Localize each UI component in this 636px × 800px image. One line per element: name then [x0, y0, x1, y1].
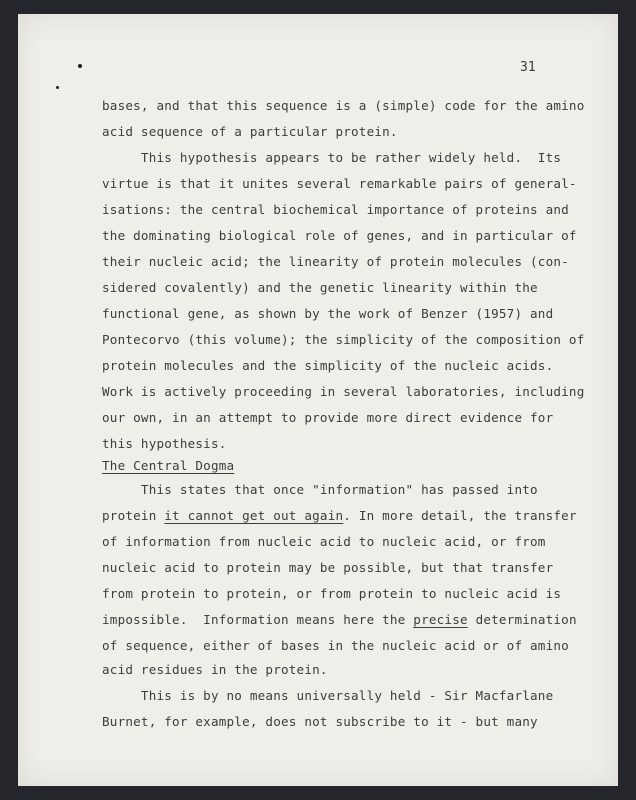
text-line: This states that once "information" has passed into	[102, 482, 538, 497]
page-number: 31	[520, 60, 536, 75]
text-fragment: protein	[102, 508, 165, 523]
section-heading: The Central Dogma	[102, 458, 235, 473]
text-line: this hypothesis.	[102, 436, 227, 451]
text-fragment: impossible. Information means here the	[102, 612, 414, 627]
text-line: from protein to protein, or from protein to nucleic acid is	[102, 586, 562, 601]
underlined-phrase: it cannot get out again	[164, 508, 344, 523]
text-line: Pontecorvo (this volume); the simplicity of the composition of	[102, 332, 585, 347]
text-line: virtue is that it unites several remarkable pairs of general-	[102, 176, 577, 191]
ink-dot	[78, 64, 82, 68]
text-line	[102, 508, 577, 523]
text-fragment: . In more detail, the transfer	[343, 508, 577, 523]
text-line: This is by no means universally held - Sir Macfarlane	[102, 688, 554, 703]
text-line: isations: the central biochemical importance of proteins and	[102, 202, 569, 217]
text-line: acid residues in the protein.	[102, 662, 328, 677]
text-line: protein molecules and the simplicity of the nucleic acids.	[102, 358, 554, 373]
text-line: our own, in an attempt to provide more direct evidence for	[102, 410, 554, 425]
text-line: sidered covalently) and the genetic linearity within the	[102, 280, 538, 295]
text-line: nucleic acid to protein may be possible, but that transfer	[102, 560, 554, 575]
text-fragment: determination	[467, 612, 577, 627]
text-line: of information from nucleic acid to nucleic acid, or from	[102, 534, 546, 549]
typed-page	[18, 14, 618, 786]
text-line	[102, 612, 577, 627]
text-line: bases, and that this sequence is a (simple) code for the amino	[102, 98, 585, 113]
ink-dot	[56, 86, 59, 89]
text-line: This hypothesis appears to be rather widely held. Its	[102, 150, 562, 165]
text-line: functional gene, as shown by the work of Benzer (1957) and	[102, 306, 554, 321]
text-line: the dominating biological role of genes, and in particular of	[102, 228, 577, 243]
text-line: their nucleic acid; the linearity of protein molecules (con-	[102, 254, 569, 269]
text-line: acid sequence of a particular protein.	[102, 124, 398, 139]
underlined-word: precise	[413, 612, 468, 627]
text-line: of sequence, either of bases in the nucleic acid or of amino	[102, 638, 569, 653]
text-line: Burnet, for example, does not subscribe to it - but many	[102, 714, 538, 729]
text-line: Work is actively proceeding in several laboratories, including	[102, 384, 585, 399]
